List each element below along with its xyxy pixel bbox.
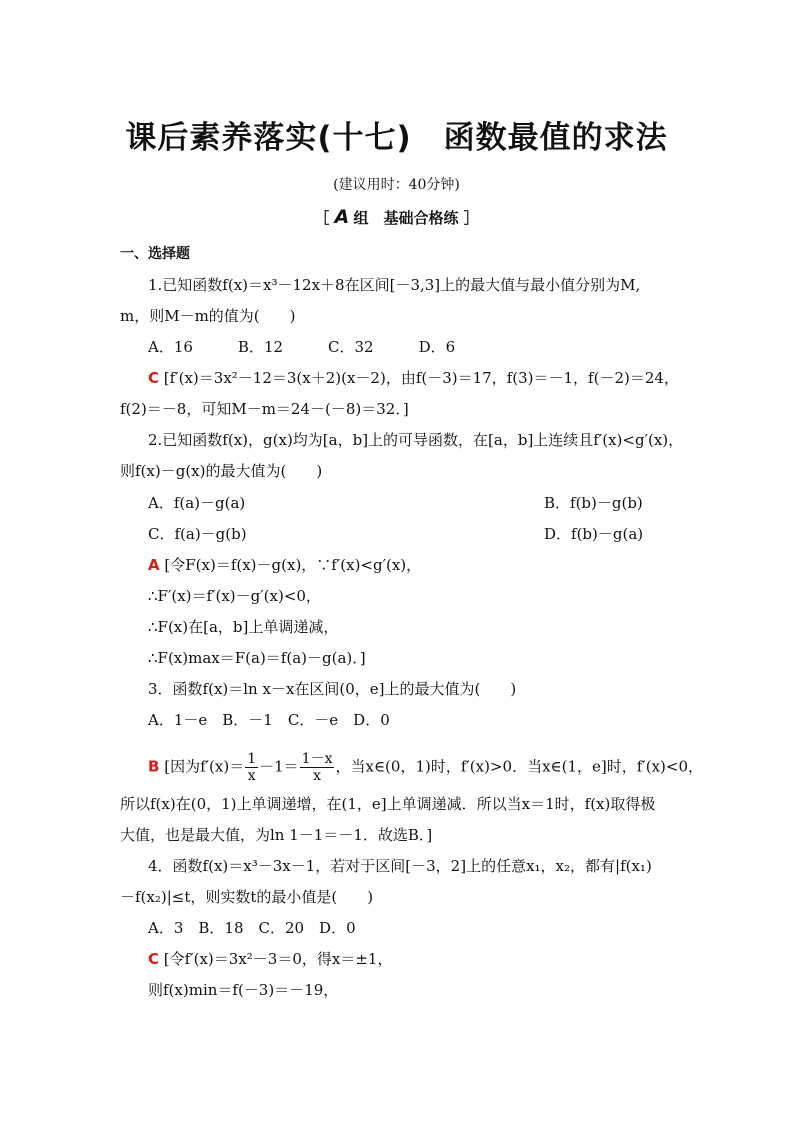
q1-stem-line2: m，则M－m的值为( ) <box>120 307 296 325</box>
q2-option-c: C．f(a)－g(b) <box>148 525 247 543</box>
q1-stem-line1: 1.已知函数f(x)＝x³－12x＋8在区间[－3,3]上的最大值与最小值分别为M, <box>148 276 641 294</box>
q4-stem-line2: －f(x₂)|≤t，则实数t的最小值是( ) <box>120 888 374 906</box>
q2-solution-line4: ∴F(x)max＝F(a)＝f(a)－g(a)．] <box>148 649 366 667</box>
q1-solution-line2: f(2)＝－8，可知M－m＝24－(－8)＝32．] <box>120 400 409 418</box>
group-open-bracket: ［ <box>314 209 330 227</box>
q3-fraction1-denominator: x <box>247 768 256 784</box>
q3-solution-line3: 大值，也是最大值，为ln 1－1＝－1．故选B．] <box>120 826 433 844</box>
group-close-bracket: ］ <box>463 209 479 227</box>
q2-option-a: A．f(a)－g(a) <box>148 494 246 512</box>
q3-options: A．1－e B．－1 C．－e D．0 <box>148 711 390 729</box>
q2-options-row1 <box>148 493 643 513</box>
q3-solution-line2: 所以f(x)在(0，1)上单调递增，在(1，e]上单调递减．所以当x＝1时，f(x)取得极 <box>120 795 656 813</box>
q3-fraction1-numerator: 1 <box>247 751 257 767</box>
q1-answer: C <box>148 369 160 387</box>
page-title: 课后素养落实(十七) 函数最值的求法 <box>125 120 668 156</box>
q4-solution-line2: 则f(x)min＝f(－3)＝－19， <box>148 981 339 999</box>
q2-solution-text1: [令F(x)＝f(x)－g(x)，∵f′(x)<g′(x)， <box>164 556 422 574</box>
q2-option-d: D．f(b)－g(a) <box>544 525 644 543</box>
q2-option-b: B．f(b)－g(b) <box>544 494 643 512</box>
suggested-time: (建议用时：40分钟) <box>333 177 460 193</box>
q4-stem-line1: 4．函数f(x)＝x³－3x－1，若对于区间[－3，2]上的任意x₁，x₂，都有|f(x₁) <box>148 857 652 875</box>
group-heading <box>0 206 793 228</box>
q3-answer: B <box>148 757 160 776</box>
q2-solution-line2: ∴F′(x)＝f′(x)－g′(x)<0， <box>148 587 321 605</box>
q2-options-row2 <box>148 524 644 544</box>
q4-options: A．3 B．18 C．20 D．0 <box>148 919 356 937</box>
q3-fraction-1-over-x <box>245 751 258 784</box>
q3-solution-text1a: [因为f′(x)＝ <box>164 757 245 776</box>
q3-stem: 3．函数f(x)＝ln x－x在区间(0，e]上的最大值为( ) <box>148 680 517 698</box>
q2-stem-line2: 则f(x)－g(x)的最大值为( ) <box>120 462 323 480</box>
q2-solution-line1 <box>148 555 421 575</box>
q1-options: A．16 B．12 C．32 D．6 <box>148 338 456 356</box>
q3-fraction2-numerator: 1－x <box>301 751 333 767</box>
q3-fraction2-denominator: x <box>313 768 322 784</box>
q3-solution-line1 <box>148 751 703 784</box>
q4-solution-text1: [令f′(x)＝3x²－3＝0，得x＝±1， <box>163 950 393 968</box>
q2-solution-line3: ∴F(x)在[a，b]上单调递减， <box>148 618 339 636</box>
q3-solution-text1b: －1＝ <box>259 757 299 776</box>
group-label: 组 基础合格练 <box>353 209 459 227</box>
group-a-badge: A <box>334 206 349 228</box>
q2-stem-line1: 2.已知函数f(x)，g(x)均为[a，b]上的可导函数，在[a，b]上连续且f′(x)<g′(x)， <box>148 431 684 449</box>
q1-solution-text1: [f′(x)＝3x²－12＝3(x＋2)(x－2)，由f(－3)＝17，f(3)＝－1，f(－2)＝24， <box>163 369 679 387</box>
q3-fraction-1-minus-x-over-x <box>300 751 335 784</box>
section-heading: 一、选择题 <box>120 246 190 262</box>
q3-solution-text1c: ，当x∈(0，1)时，f′(x)>0．当x∈(1，e]时，f′(x)<0， <box>335 757 703 776</box>
q4-solution-line1 <box>148 949 392 969</box>
q1-solution-line1 <box>148 368 679 388</box>
q2-answer: A <box>148 556 160 574</box>
q4-answer: C <box>148 950 160 968</box>
